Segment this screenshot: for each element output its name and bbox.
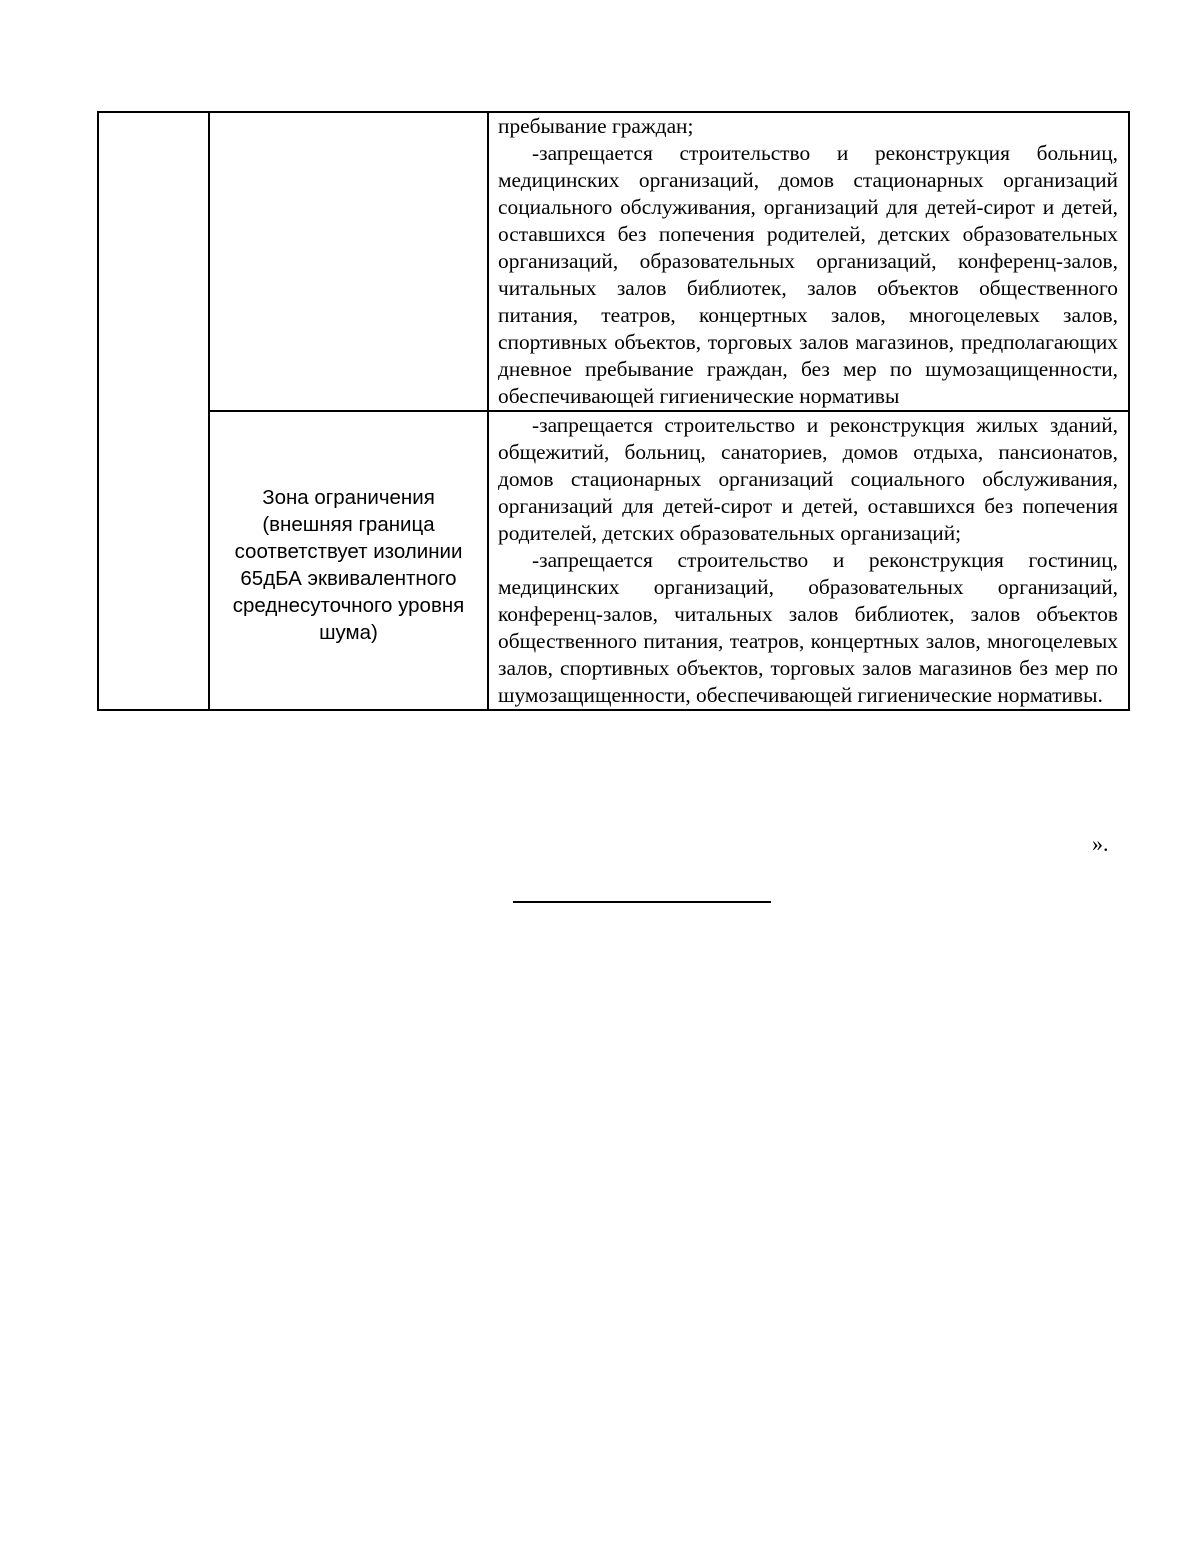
table-row [98, 112, 1129, 411]
restriction-paragraph: -запрещается строительство и реконструкция жилых зданий, общежитий, больниц, санаториев, домов отдыха, пансионатов, домов стационарных организаций социального обслуживания, организаций для детей-сирот и детей, оставшихся без попечения родителей, детских образовательных организаций; [498, 413, 1118, 545]
restrictions-cell [488, 112, 1129, 411]
restriction-paragraph: пребывание граждан; [498, 114, 694, 138]
zone-name-cell [209, 411, 488, 710]
row-number-cell [98, 112, 209, 710]
restriction-paragraph: -запрещается строительство и реконструкция больниц, медицинских организаций, домов стационарных организаций социального обслуживания, организаций для детей-сирот и детей, оставшихся без попечения родителей, детских образовательных организаций, образовательных организаций, конференц-залов, читальных залов библиотек, залов объектов общественного питания, театров, концертных залов, многоцелевых залов, спортивных объектов, торговых залов магазинов, предполагающих дневное пребывание граждан, без мер по шумозащищенности, обеспечивающей гигиенические нормативы [498, 141, 1118, 408]
closing-quote: ». [1092, 831, 1109, 856]
table-row [98, 411, 1129, 710]
restrictions-text [489, 412, 1128, 709]
restrictions-text [489, 113, 1128, 410]
restrictions-cell [488, 411, 1129, 710]
zone-label: Зона ограничения (внешняя граница соответствует изолинии 65дБА эквивалентного среднесуточного уровня шума) [232, 485, 465, 644]
zone-name-cell [209, 112, 488, 411]
zones-table [97, 111, 1130, 711]
separator-line [513, 901, 771, 903]
restriction-paragraph: -запрещается строительство и реконструкция гостиниц, медицинских организаций, образовательных организаций, конференц-залов, читальных залов библиотек, залов объектов общественного питания, театров, концертных залов, многоцелевых залов, спортивных объектов, торговых залов магазинов без мер по шумозащищенности, обеспечивающей гигиенические нормативы. [498, 548, 1118, 707]
